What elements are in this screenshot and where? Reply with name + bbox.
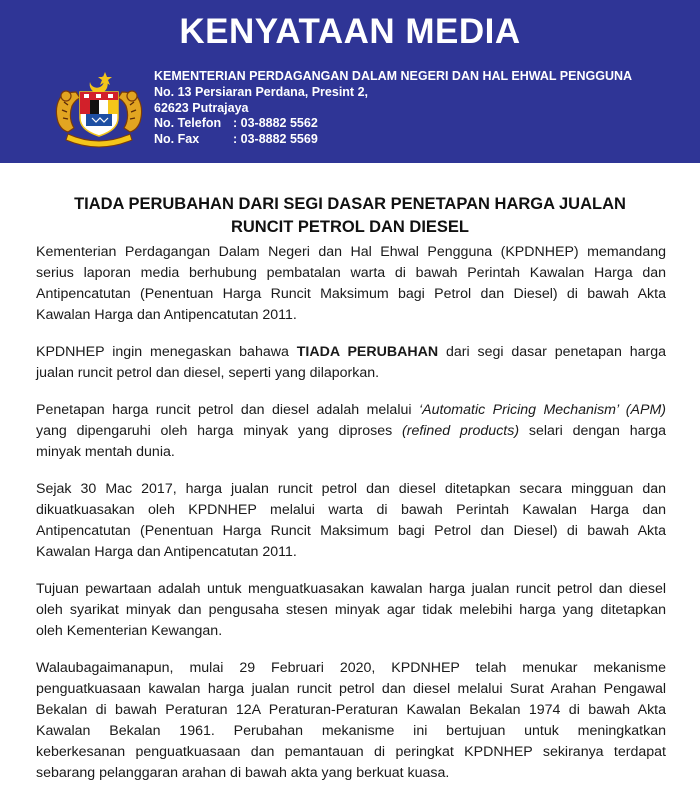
paragraph-line: oleh syarikat minyak dan pengusaha stesen minyak agar tidak melebihi harga yang ditetapkan [36,602,666,618]
paragraph-line: Kawalan Bekalan 1961. Perubahan mekanisme ini bertujuan untuk meningkatkan [36,723,666,739]
paragraph-5 [36,579,666,642]
italic-term: ‘Automatic Pricing Mechanism’ (APM) [418,402,666,418]
paragraph-line: Antipencatutan (Penentuan Harga Runcit Maksimum bagi Petrol dan Diesel) di bawah Akta [36,523,666,539]
phone-value: : 03-8882 5562 [233,116,318,130]
paragraph-line: oleh Kementerian Kewangan. [36,623,223,639]
paragraph-line: minyak mentah dunia. [36,444,175,460]
coat-of-arms-icon [50,68,148,148]
paragraph-line: Kawalan Harga dan Antipencatutan 2011. [36,307,297,323]
address-line: No. 13 Persiaran Perdana, Presint 2, [154,85,368,99]
paragraph-line [36,400,666,421]
paragraph-line: sebarang pelanggaran arahan di bawah akta yang berkuat kuasa. [36,765,450,781]
media-statement-banner [0,0,700,163]
paragraph-6 [36,658,666,784]
text-run: KPDNHEP ingin menegaskan bahawa [36,344,297,360]
contact-details [154,116,318,147]
paragraph-line: Tujuan pewartaan adalah untuk menguatkuasakan kawalan harga jualan runcit petrol dan diesel [36,581,666,597]
headline-line: TIADA PERUBAHAN DARI SEGI DASAR PENETAPAN HARGA JUALAN [74,195,626,213]
paragraph-line: Kementerian Perdagangan Dalam Negeri dan Hal Ehwal Pengguna (KPDNHEP) memandang [36,244,666,260]
paragraph-line: Walaubagaimanapun, mulai 29 Februari 2020, KPDNHEP telah menukar mekanisme [36,660,666,676]
phone-row [154,116,318,132]
paragraph-line: jualan runcit petrol dan diesel, seperti yang dilaporkan. [36,365,380,381]
paragraph-3 [36,400,666,463]
ministry-address [154,85,368,116]
fax-label: No. Fax [154,131,200,146]
emphasis-text: TIADA PERUBAHAN [296,344,439,360]
statement-headline [0,193,700,239]
paragraph-4 [36,479,666,563]
fax-value: : 03-8882 5569 [233,131,318,146]
paragraph-line: serius laporan media berhubung pembatalan warta di bawah Perintah Kawalan Harga dan [36,265,666,281]
paragraph-line [36,421,666,442]
text-run: Penetapan harga runcit petrol dan diesel adalah melalui [36,402,419,418]
paragraph-line: Kawalan Harga dan Antipencatutan 2011. [36,544,297,560]
text-run: yang dipengaruhi oleh harga minyak yang diproses [36,423,402,439]
ministry-name: KEMENTERIAN PERDAGANGAN DALAM NEGERI DAN HAL EHWAL PENGGUNA [154,69,633,83]
paragraph-2 [36,342,666,384]
italic-term: (refined products) [402,423,520,439]
paragraph-line: penguatkuasaan kawalan harga jualan runcit petrol dan diesel melalui Surat Arahan Pengawal [36,681,666,697]
headline-line: RUNCIT PETROL DAN DIESEL [230,218,470,236]
paragraph-line: Bekalan di bawah Peraturan 12A Peraturan-Peraturan Kawalan Bekalan 1974 di bawah Akta [36,702,666,718]
banner-title: KENYATAAN MEDIA [179,12,521,51]
address-line: 62623 Putrajaya [154,100,249,115]
paragraph-1 [36,242,666,326]
text-run: selari dengan harga [519,423,667,439]
phone-label: No. Telefon [154,116,222,130]
paragraph-line: dikuatkuasakan oleh KPDNHEP melalui warta di bawah Perintah Kawalan Harga dan [36,502,666,518]
paragraph-line: Sejak 30 Mac 2017, harga jualan runcit petrol dan diesel ditetapkan secara mingguan dan [36,481,666,497]
paragraph-line: keberkesanan penguatkuasaan dan pemantauan di peringkat KPDNHEP sekiranya terdapat [36,744,666,760]
paragraph-line [36,342,666,363]
paragraph-line: Antipencatutan (Penentuan Harga Runcit Maksimum bagi Petrol dan Diesel) di bawah Akta [36,286,666,302]
fax-row [154,132,318,148]
text-run: dari segi dasar penetapan harga [438,344,666,360]
